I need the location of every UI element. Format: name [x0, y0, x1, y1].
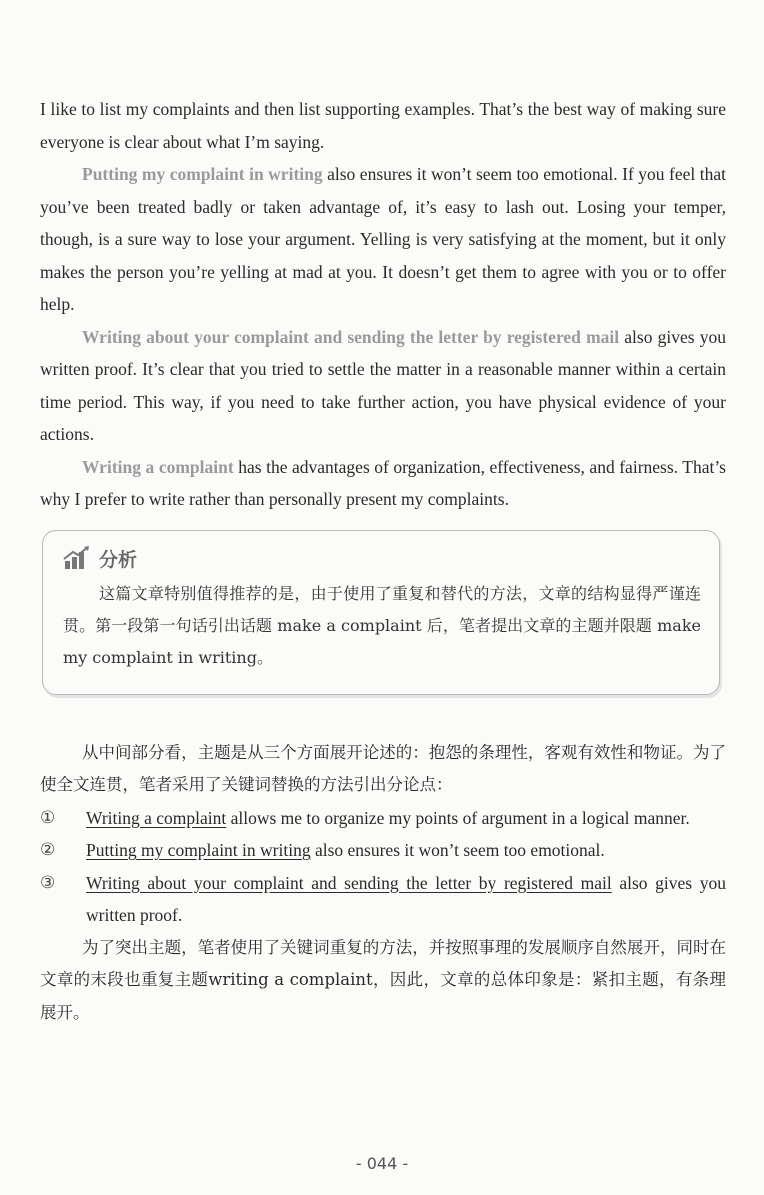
analysis-box: [42, 530, 720, 695]
analysis-box-title: 分析: [99, 548, 138, 571]
paragraph-text: has the advantages of organization, effectiveness, and fairness. That’s why I prefer to write rather than personally present my complaints.: [40, 456, 726, 509]
bar-chart-icon: [63, 546, 91, 570]
highlight-phrase: Writing a complaint: [82, 456, 234, 477]
point-text: [86, 867, 726, 932]
point-number: ①: [40, 807, 56, 828]
analysis-box-text: 这篇文章特别值得推荐的是，由于使用了重复和替代的方法，文章的结构显得严谨连贯。第一段第一句话引出话题 make a complaint 后，笔者提出文章的主题并限题 make my complaint in writing。: [63, 583, 701, 667]
point-rest: also ensures it won’t seem too emotional.: [310, 840, 605, 860]
point-text: [86, 802, 726, 835]
point-item: [40, 867, 726, 932]
paragraph-text: also ensures it won’t seem too emotional. If you feel that you’ve been treated badly or taken advantage of, it’s easy to lash out. Losing your temper, though, is a sure way to lose your argument. Yelling is very satisfying at the moment, but it only makes the person you’re yelling at mad at you. It doesn’t get them to agree with you or to offer help.: [40, 164, 726, 314]
paragraph-2: [40, 158, 726, 321]
point-rest: also gives you written proof.: [86, 872, 726, 925]
point-number: ②: [40, 840, 56, 860]
underlined-phrase: Writing about your complaint and sending the letter by registered mail: [86, 872, 612, 893]
analysis-conclusion: 为了突出主题，笔者使用了关键词重复的方法，并按照事理的发展顺序自然展开，同时在文章的末段也重复主题writing a complaint，因此，文章的总体印象是：紧扣主题，有条理展开。: [40, 937, 726, 1022]
point-text: [86, 834, 726, 867]
paragraph-3: [40, 321, 726, 451]
point-item: [40, 834, 726, 867]
point-number: ③: [40, 872, 56, 893]
analysis-box-header: [63, 545, 701, 572]
underlined-phrase: Writing a complaint: [86, 807, 227, 828]
paragraph-text: also gives you written proof. It’s clear that you tried to settle the matter in a reasonable manner within a certain time period. This way, if you need to take further action, you have physical evidence of your actions.: [40, 326, 726, 444]
paragraph-4: [40, 451, 726, 516]
highlight-phrase: Putting my complaint in writing: [82, 164, 323, 184]
highlight-phrase: Writing about your complaint and sending the letter by registered mail: [82, 326, 620, 347]
page-number: - 044 -: [355, 1154, 409, 1173]
analysis-intro: 从中间部分看，主题是从三个方面展开论述的：抱怨的条理性，客观有效性和物证。为了使全文连贯，笔者采用了关键词替换的方法引出分论点：: [40, 742, 726, 794]
paragraph-1: I like to list my complaints and then list supporting examples. That’s the best way of making sure everyone is clear about what I’m saying.: [40, 99, 726, 152]
point-item: [40, 802, 726, 835]
underlined-phrase: Putting my complaint in writing: [86, 840, 311, 860]
point-rest: allows me to organize my points of argument in a logical manner.: [226, 807, 690, 828]
page-content: [40, 93, 726, 1029]
